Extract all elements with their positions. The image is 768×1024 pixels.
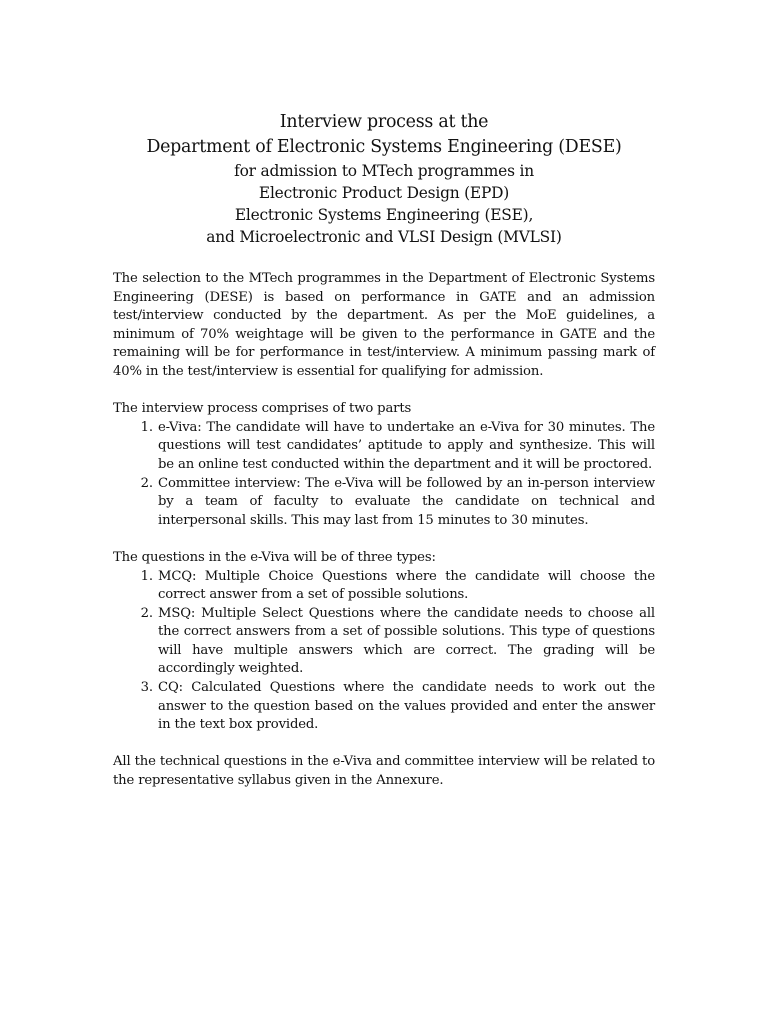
document-subtitle-line-2: Electronic Product Design (EPD) <box>258 184 510 202</box>
process-intro: The interview process comprises of two parts <box>113 401 412 417</box>
document-header <box>113 110 655 248</box>
list-item: 3. CQ: Calculated Questions where the candidate needs to work out the answer to the question based on the values provided and enter the answer in the text box provided. <box>157 679 655 735</box>
document-subtitle-line-4: and Microelectronic and VLSI Design (MVLSI) <box>206 228 562 246</box>
document-subtitle-line-3: Electronic Systems Engineering (ESE), <box>234 206 534 224</box>
intro-paragraph: The selection to the MTech programmes in the Department of Electronic Systems Engineering (DESE) is based on performance in GATE and an admission test/interview conducted by the department. As per the MoE guidelines, a minimum of 70% weightage will be given to the performance in GATE and the remaining will be for performance in test/interview. A minimum passing mark of 40% in the test/interview is essential for qualifying for admission. <box>113 271 655 379</box>
list-item: 1. MCQ: Multiple Choice Questions where the candidate will choose the correct answer from a set of possible solutions. <box>157 568 655 605</box>
process-list <box>113 419 655 531</box>
document-title-line-2: Department of Electronic Systems Engineering (DESE) <box>146 137 622 157</box>
list-item: 2. Committee interview: The e-Viva will be followed by an in-person interview by a team of faculty to evaluate the candidate on technical and interpersonal skills. This may last from 15 minutes to 30 minutes. <box>157 475 655 531</box>
document-title-line-1: Interview process at the <box>279 112 489 132</box>
list-item: 2. MSQ: Multiple Select Questions where the candidate needs to choose all the correct answers from a set of possible solutions. This type of questions will have multiple answers which are correct. The grading will be accordingly weighted. <box>157 605 655 679</box>
document-page <box>113 110 655 809</box>
question-types-intro: The questions in the e-Viva will be of three types: <box>113 549 436 565</box>
list-item: 1. e-Viva: The candidate will have to undertake an e-Viva for 30 minutes. The questions will test candidates’ aptitude to apply and synthesize. This will be an online test conducted within the department and it will be proctored. <box>157 419 655 475</box>
closing-paragraph: All the technical questions in the e-Viva and committee interview will be related to the representative syllabus given in the Annexure. <box>113 754 655 789</box>
document-subtitle-line-1: for admission to MTech programmes in <box>234 162 534 180</box>
question-types-list <box>113 568 655 735</box>
